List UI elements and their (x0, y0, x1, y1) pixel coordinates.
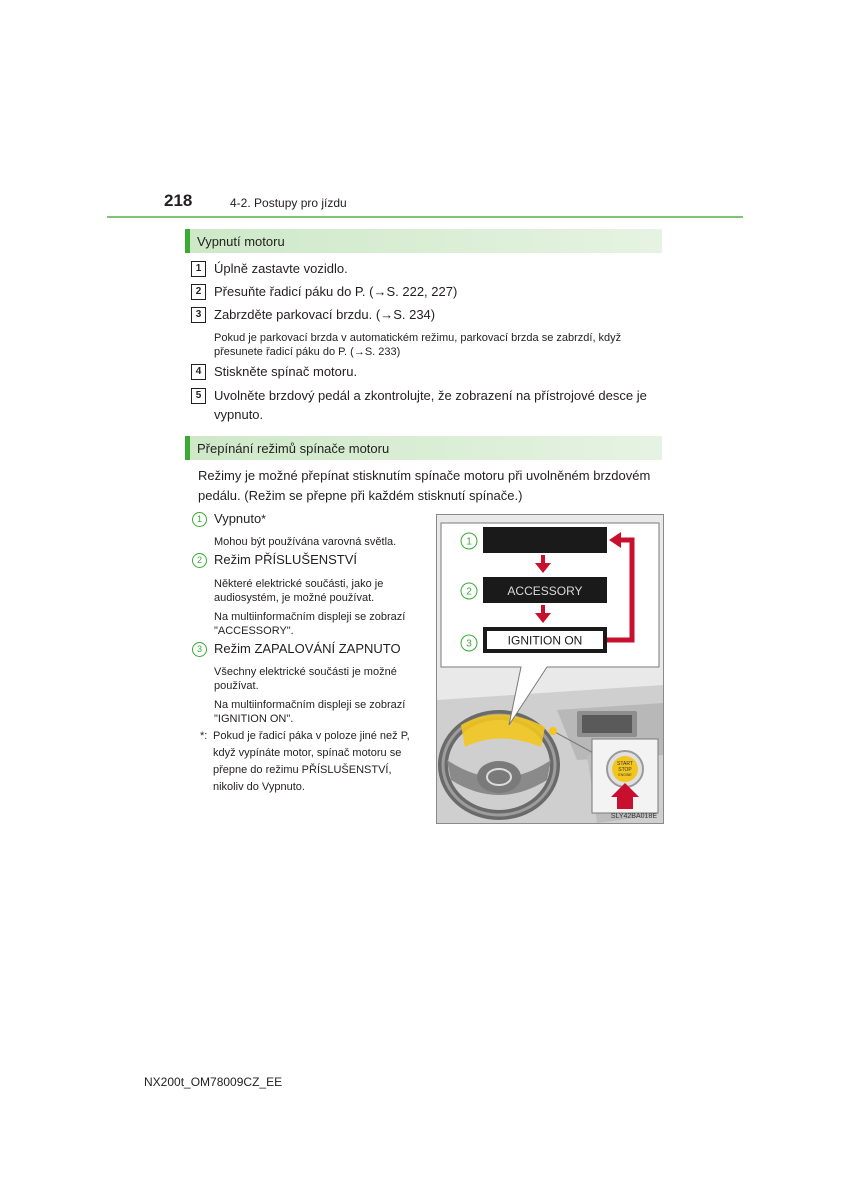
footnote-text: Pokud je řadicí páka v poloze jiné než P, když vypínáte motor, spínač motoru se přepne do režimu PŘÍSLUŠENSTVÍ, nikoliv do Vypnuto. (213, 730, 410, 793)
mode-label: Režim PŘÍSLUŠENSTVÍ (214, 552, 358, 567)
button-text-start: START (617, 761, 633, 767)
footnote-mark: *: (200, 730, 208, 742)
section-heading-switch-modes (185, 436, 662, 460)
mode-accessory-note-1: Některé elektrické součásti, jako je audiosystém, je možné používat. (214, 578, 384, 604)
page-number: 218 (164, 191, 193, 210)
mode-number-badge: 2 (192, 553, 207, 568)
step-text: Uvolněte brzdový pedál a zkontrolujte, že zobrazení na přístrojové desce je vypnuto. (214, 388, 647, 422)
step-text: Stiskněte spínač motoru. (214, 364, 358, 379)
figure-number-3: 3 (466, 638, 472, 650)
mode-ignition-note-2: Na multiinformačním displeji se zobrazí "IGNITION ON". (214, 699, 406, 725)
figure-number-1: 1 (466, 536, 472, 548)
mode-number-badge: 3 (192, 642, 207, 657)
mode-label: Vypnuto* (214, 511, 266, 526)
display-ignition-text: IGNITION ON (507, 633, 583, 648)
footer-code: NX200t_OM78009CZ_EE (144, 1075, 283, 1089)
step-text: Úplně zastavte vozidlo. (214, 261, 348, 276)
mode-accessory-note-2: Na multiinformačním displeji se zobrazí "ACCESSORY". (214, 611, 406, 637)
display-off (483, 527, 607, 553)
step-number: 4 (191, 364, 206, 380)
step-number: 3 (191, 307, 206, 323)
illustration-svg (437, 515, 663, 823)
mode-label: Režim ZAPALOVÁNÍ ZAPNUTO (214, 641, 401, 656)
section-title: Přepínání režimů spínače motoru (197, 441, 390, 456)
step-text: Zabrzděte parkovací brzdu. (→S. 234) (214, 307, 436, 322)
step-number: 2 (191, 284, 206, 300)
mode-off-note: Mohou být používána varovná světla. (214, 536, 397, 548)
mode-number-badge: 1 (192, 512, 207, 527)
figure-number-2: 2 (466, 586, 472, 598)
intro-paragraph: Režimy je možné přepínat stisknutím spínače motoru při uvolněném brzdovém pedálu. (Režim se přepne při každém stisknutí spínače.) (198, 468, 651, 503)
section-heading-engine-off (185, 229, 662, 253)
chapter-title: 4-2. Postupy pro jízdu (230, 196, 347, 210)
section-marker (185, 229, 190, 253)
step-number: 5 (191, 388, 206, 404)
step-text: Přesuňte řadicí páku do P. (→S. 222, 227) (214, 284, 458, 299)
button-text-stop: STOP (618, 767, 632, 773)
header-rule (107, 216, 743, 218)
step-number: 1 (191, 261, 206, 277)
parking-brake-note: Pokud je parkovací brzda v automatickém režimu, parkovací brzda se zabrzdí, když přesunete řadicí páku do P. (→S. 233) (214, 332, 622, 358)
figure-code: SLY42BA018E (610, 813, 657, 820)
button-text-engine: ENGINE (618, 773, 632, 777)
mode-ignition-note-1: Všechny elektrické součásti je možné používat. (214, 666, 397, 692)
section-marker (185, 436, 190, 460)
engine-switch-illustration (436, 514, 664, 824)
display-accessory-text: ACCESSORY (507, 584, 583, 598)
section-title: Vypnutí motoru (197, 234, 285, 249)
